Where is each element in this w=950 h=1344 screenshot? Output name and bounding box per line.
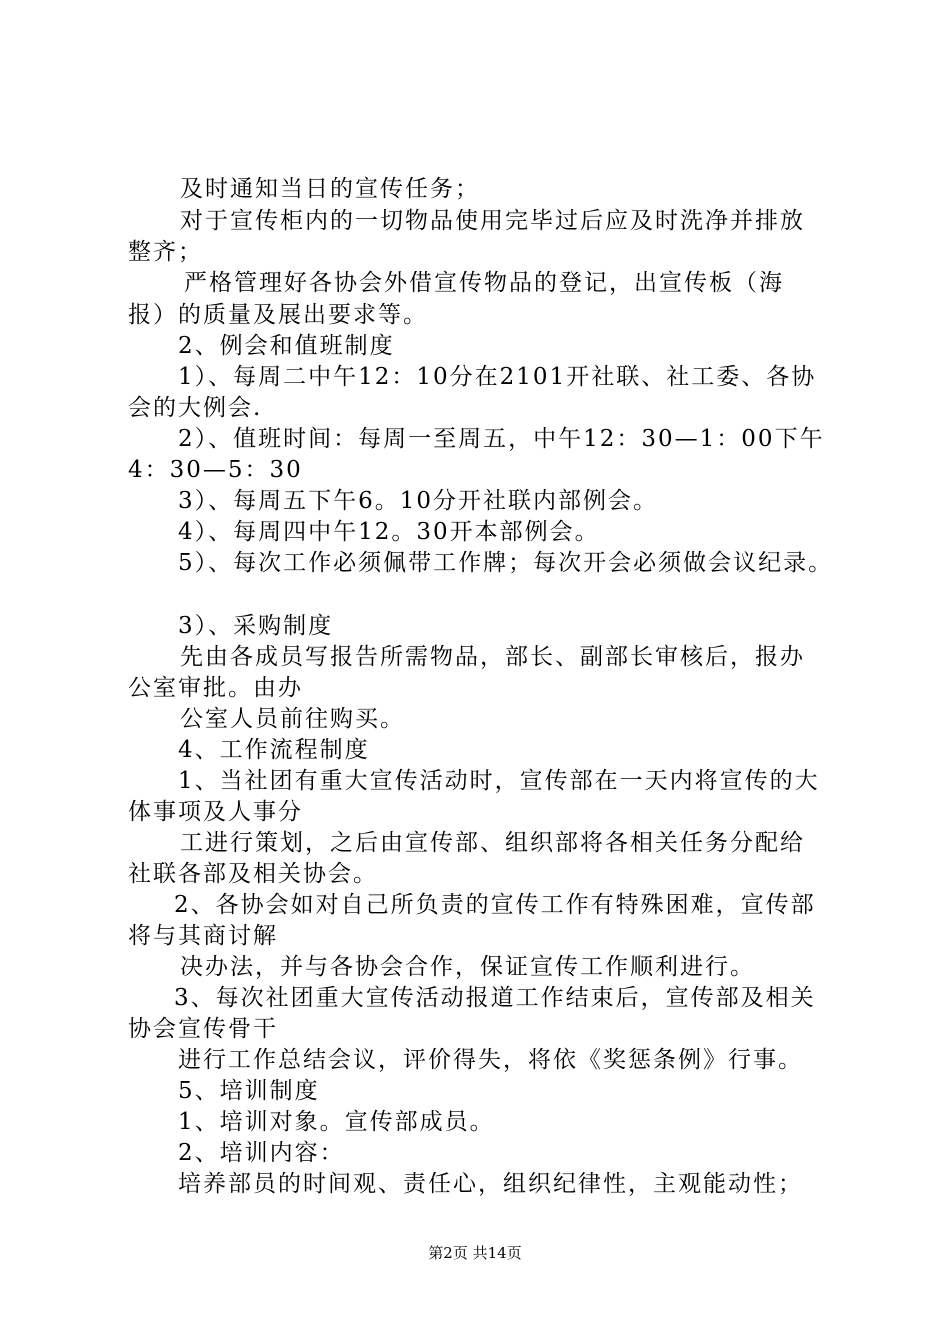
text-line: 4：30—5：30 [128, 457, 303, 483]
text-line: 2）、值班时间：每周一至周五，中午12：30—1：00下午 [178, 426, 825, 452]
text-line: 5）、每次工作必须佩带工作牌；每次开会必须做会议纪录。 [178, 550, 834, 576]
text-line: 报）的质量及展出要求等。 [128, 302, 428, 328]
text-line: 1、当社团有重大宣传活动时，宣传部在一天内将宣传的大 [178, 768, 820, 794]
text-line: 会的大例会. [128, 395, 263, 421]
text-line: 2、培训内容： [178, 1140, 345, 1166]
text-line: 决办法，并与各协会合作，保证宣传工作顺利进行。 [180, 954, 755, 980]
text-line: 工进行策划，之后由宣传部、组织部将各相关任务分配给 [180, 830, 805, 856]
text-line: 将与其商讨解 [128, 923, 278, 949]
text-line: 对于宣传柜内的一切物品使用完毕过后应及时洗净并排放 [180, 208, 805, 234]
text-line: 4）、每周四中午12。30开本部例会。 [178, 519, 600, 545]
section-heading: 4、工作流程制度 [178, 737, 370, 763]
section-heading: 2、例会和值班制度 [178, 333, 395, 359]
text-line: 进行工作总结会议，评价得失，将依《奖惩条例》行事。 [178, 1047, 803, 1073]
text-line: 3）、每周五下午6。10分开社联内部例会。 [178, 488, 659, 514]
text-line: 1）、每周二中午12：10分在2101开社联、社工委、各协 [178, 364, 817, 390]
text-line: 协会宣传骨干 [128, 1016, 278, 1042]
text-line: 体事项及人事分 [128, 799, 303, 825]
text-line: 2、各协会如对自己所负责的宣传工作有特殊困难，宣传部 [174, 892, 816, 918]
text-line: 整齐； [128, 239, 203, 265]
text-line: 社联各部及相关协会。 [128, 861, 378, 887]
text-line: 严格管理好各协会外借宣传物品的登记，出宣传板（海 [184, 270, 784, 296]
text-line: 公室审批。由办 [128, 675, 303, 701]
text-line: 3、每次社团重大宣传活动报道工作结束后，宣传部及相关 [174, 985, 816, 1011]
page-number-footer: 第2页 共14页 [428, 1244, 522, 1262]
section-heading: 5、培训制度 [178, 1078, 320, 1104]
text-line: 培养部员的时间观、责任心，组织纪律性，主观能动性； [178, 1171, 803, 1197]
text-line: 及时通知当日的宣传任务； [180, 176, 480, 202]
text-line: 公室人员前往购买。 [180, 706, 405, 732]
text-line: 先由各成员写报告所需物品，部长、副部长审核后，报办 [180, 644, 805, 670]
section-heading: 3）、采购制度 [178, 613, 334, 639]
text-line: 1、培训对象。宣传部成员。 [178, 1109, 495, 1135]
